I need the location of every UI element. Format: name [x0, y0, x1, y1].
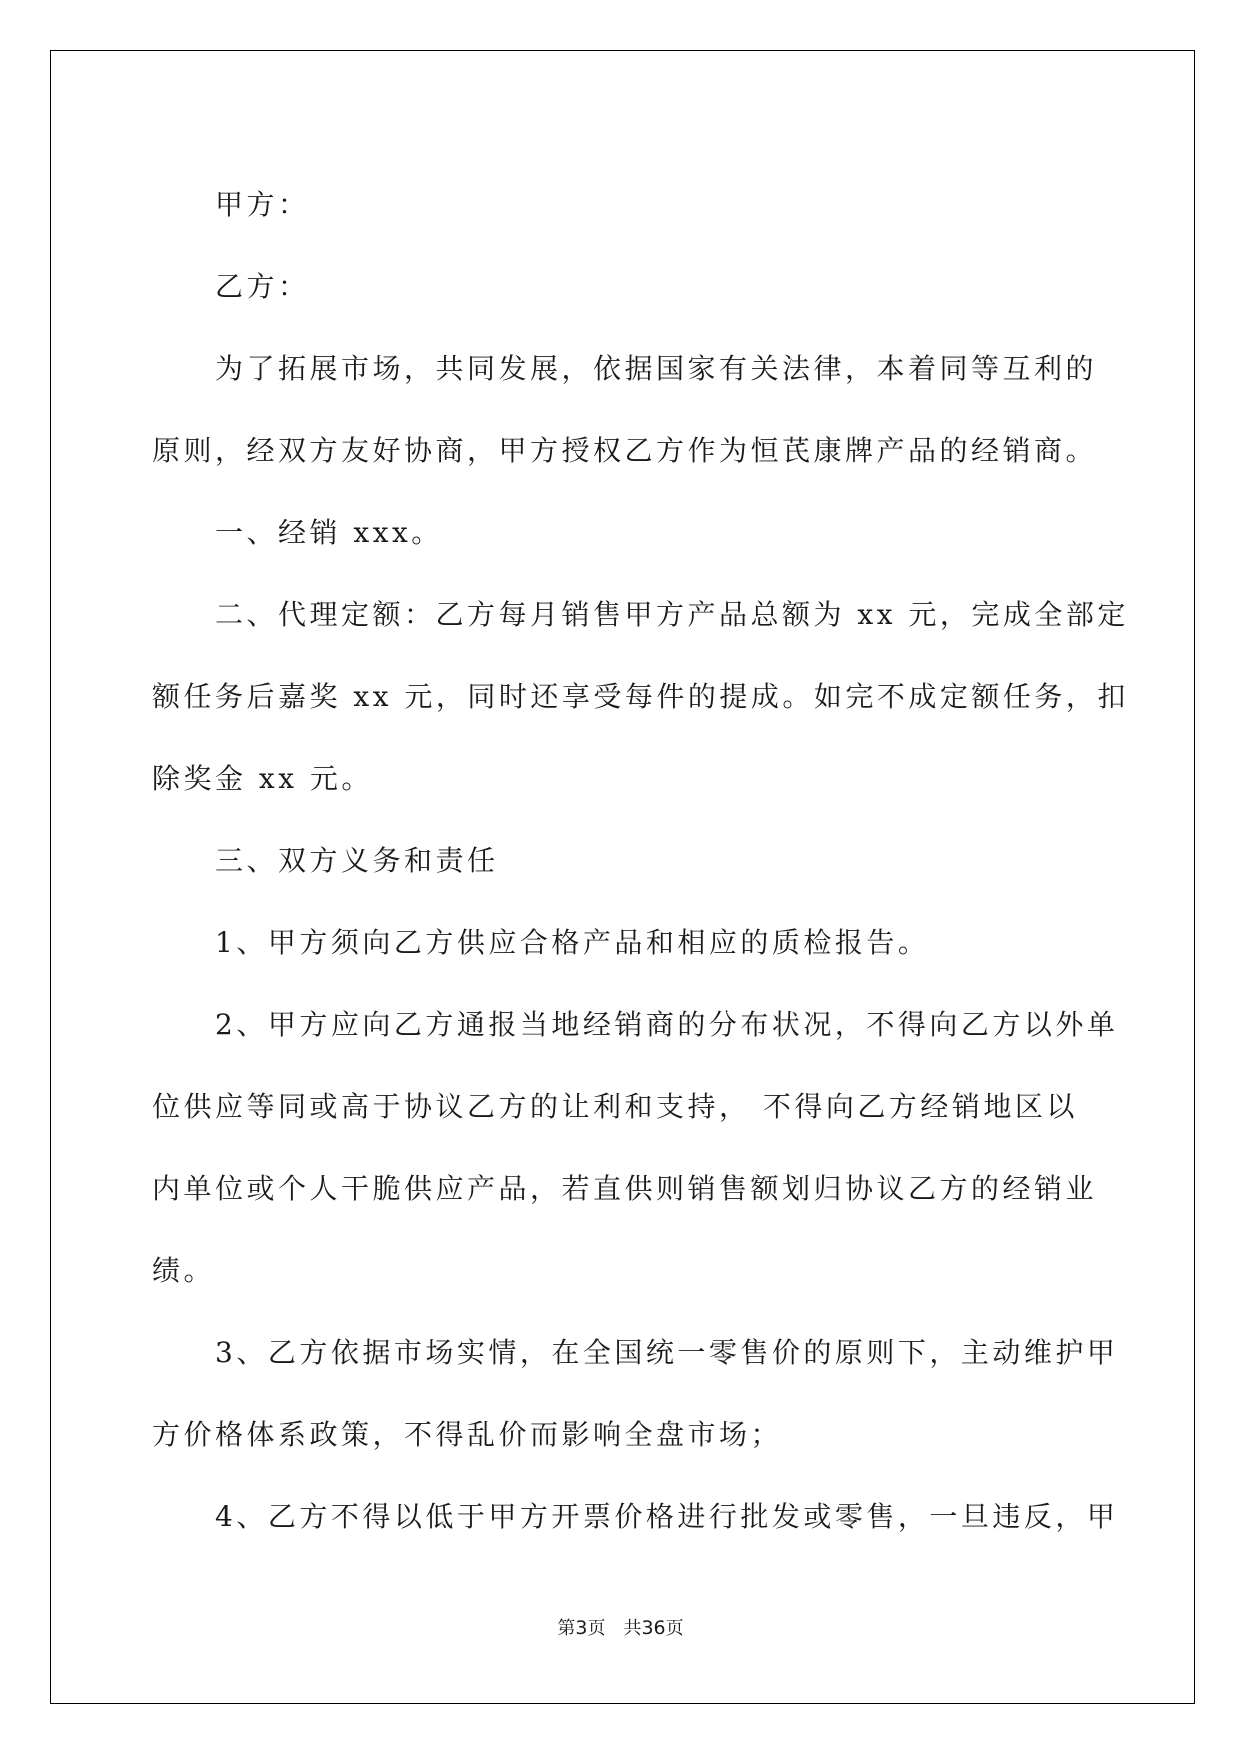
text-line: 原则，经双方友好协商，甲方授权乙方作为恒芪康牌产品的经销商。 — [152, 434, 1098, 467]
text-line: 3、乙方依据市场实情，在全国统一零售价的原则下，主动维护甲 — [215, 1336, 1119, 1369]
text-line: 乙方： — [215, 270, 310, 303]
page-suffix: 页 — [587, 1618, 606, 1639]
text-line: 2、甲方应向乙方通报当地经销商的分布状况，不得向乙方以外单 — [215, 1008, 1119, 1041]
text-line: 方价格体系政策，不得乱价而影响全盘市场； — [152, 1418, 783, 1451]
page-footer — [0, 1614, 1241, 1640]
text-line: 位供应等同或高于协议乙方的让利和支持， 不得向乙方经销地区以 — [152, 1090, 1078, 1123]
text-line: 1、甲方须向乙方供应合格产品和相应的质检报告。 — [215, 926, 930, 959]
page-prefix: 第 — [557, 1618, 576, 1639]
text-line: 二、代理定额：乙方每月销售甲方产品总额为 xx 元，完成全部定 — [215, 598, 1129, 631]
text-line: 内单位或个人干脆供应产品，若直供则销售额划归协议乙方的经销业 — [152, 1172, 1098, 1205]
total-prefix: 共 — [623, 1618, 642, 1639]
document-body — [152, 164, 1129, 1558]
text-line: 额任务后嘉奖 xx 元，同时还享受每件的提成。如完不成定额任务，扣 — [152, 680, 1129, 713]
text-line: 4、乙方不得以低于甲方开票价格进行批发或零售，一旦违反，甲 — [215, 1500, 1119, 1533]
total-suffix: 页 — [665, 1618, 684, 1639]
page-number: 3 — [575, 1617, 588, 1639]
text-line: 三、双方义务和责任 — [215, 844, 499, 877]
text-line: 除奖金 xx 元。 — [152, 762, 373, 795]
text-line: 绩。 — [152, 1254, 216, 1287]
total-pages: 36 — [641, 1617, 666, 1639]
text-line: 一、经销 xxx。 — [215, 516, 443, 549]
text-line: 为了拓展市场，共同发展，依据国家有关法律，本着同等互利的 — [215, 352, 1098, 385]
text-line: 甲方： — [215, 188, 310, 221]
